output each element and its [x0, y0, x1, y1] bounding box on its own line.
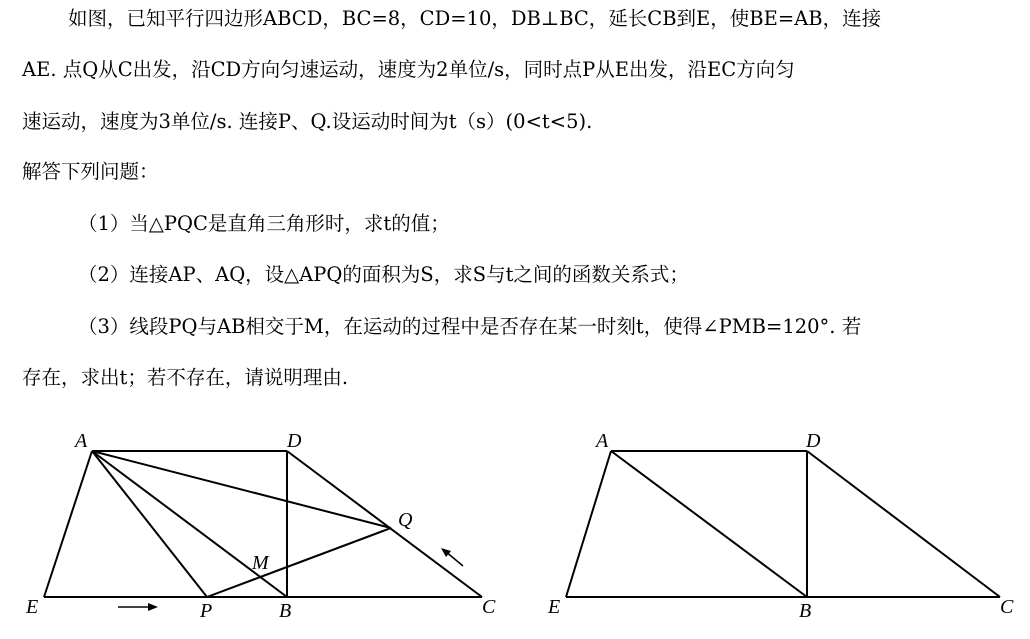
figure-left	[0, 420, 510, 639]
label-B: B	[799, 600, 812, 622]
answer-prompt: 解答下列问题：	[22, 160, 159, 183]
label-B: B	[279, 600, 292, 622]
segment-AE	[44, 451, 92, 597]
segment-AQ	[92, 451, 391, 528]
segment-DC	[807, 451, 1000, 597]
label-E: E	[548, 596, 561, 618]
question-3-line-1: （3）线段PQ与AB相交于M，在运动的过程中是否存在某一时刻t，使得∠PMB=120°. 若	[78, 315, 862, 338]
label-D: D	[287, 430, 302, 452]
question-3-line-2: 存在，求出t；若不存在，请说明理由.	[22, 366, 349, 389]
arrow-P-head	[148, 603, 158, 611]
problem-line-2: AE. 点Q从C出发，沿CD方向匀速运动，速度为2单位/s，同时点P从E出发，沿EC方向匀	[22, 58, 795, 81]
problem-line-3: 速运动，速度为3单位/s. 连接P、Q.设运动时间为t（s）(0<t<5).	[22, 110, 593, 133]
figure-right	[510, 420, 1030, 639]
segment-AB	[611, 451, 807, 597]
label-E: E	[26, 596, 39, 618]
segment-DC	[287, 451, 482, 597]
label-C: C	[1000, 596, 1014, 618]
label-Q: Q	[398, 509, 413, 531]
label-C: C	[482, 596, 496, 618]
label-P: P	[200, 600, 213, 622]
label-D: D	[806, 430, 821, 452]
label-A: A	[596, 430, 609, 452]
label-A: A	[75, 430, 88, 452]
question-2: （2）连接AP、AQ，设△APQ的面积为S，求S与t之间的函数关系式；	[78, 263, 689, 286]
label-M: M	[252, 552, 269, 574]
segment-AE	[566, 451, 611, 597]
segment-PQ	[207, 528, 391, 597]
question-1: （1）当△PQC是直角三角形时，求t的值；	[78, 212, 450, 235]
problem-line-1: 如图，已知平行四边形ABCD，BC=8，CD=10，DB⊥BC，延长CB到E，使BE=AB，连接	[68, 7, 882, 30]
